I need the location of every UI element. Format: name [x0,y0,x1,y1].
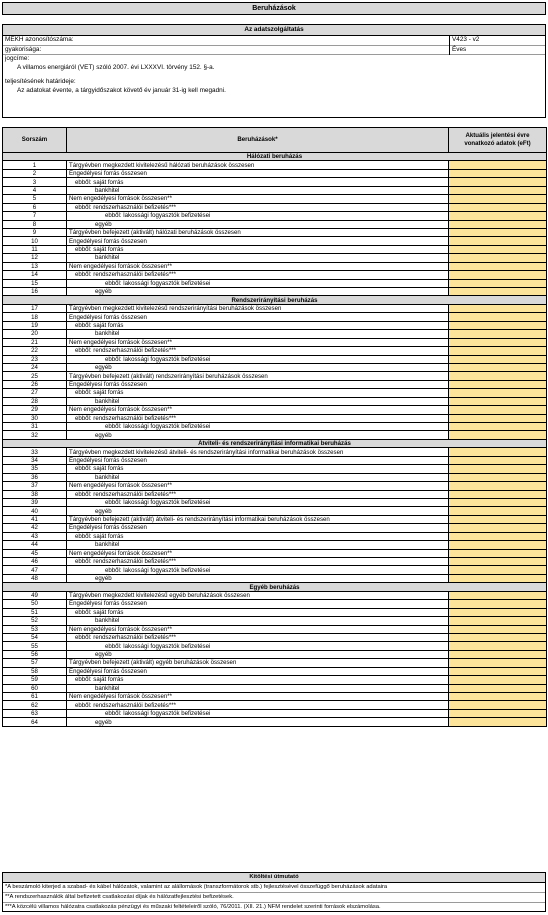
table-row [3,288,547,296]
row-label: Engedélyesi forrás összesen [67,456,449,464]
value-input-cell[interactable] [449,456,547,464]
row-label: egyéb [67,220,449,228]
value-input-cell[interactable] [449,718,547,726]
table-row [3,633,547,641]
row-label: egyéb [67,574,449,582]
row-number: 57 [3,659,67,667]
row-number: 63 [3,709,67,717]
row-label: bankhitel [67,684,449,692]
row-label: bankhitel [67,397,449,405]
value-input-cell[interactable] [449,549,547,557]
value-input-cell[interactable] [449,414,547,422]
row-label: Nem engedélyesi források összesen** [67,693,449,701]
table-row [3,161,547,169]
table-row [3,338,547,346]
table-row [3,203,547,211]
table-row [3,507,547,515]
value-input-cell[interactable] [449,212,547,220]
table-row [3,380,547,388]
value-input-cell[interactable] [449,684,547,692]
table-row [3,279,547,287]
table-row [3,262,547,270]
row-label: Tárgyévben megkezdett kivitelezésű egyéb beruházások összesen [67,591,449,599]
value-input-cell[interactable] [449,642,547,650]
row-number: 61 [3,693,67,701]
table-row [3,482,547,490]
row-number: 15 [3,279,67,287]
value-input-cell[interactable] [449,304,547,312]
table-row [3,650,547,658]
row-number: 19 [3,321,67,329]
row-number: 56 [3,650,67,658]
row-number: 27 [3,389,67,397]
row-number: 46 [3,558,67,566]
value-input-cell[interactable] [449,288,547,296]
table-row [3,659,547,667]
table-row [3,237,547,245]
value-input-cell[interactable] [449,254,547,262]
investments-table [2,127,547,727]
value-input-cell[interactable] [449,524,547,532]
table-row [3,693,547,701]
instructions-box [2,872,546,912]
legal-basis-text: A villamos energiáról (VET) szóló 2007. évi LXXXVI. törvény 152. §-a. [17,63,215,71]
section-title: Egyéb beruházás [3,583,547,591]
row-number: 4 [3,186,67,194]
section-title: Hálózati beruházás [3,153,547,161]
row-number: 54 [3,633,67,641]
value-input-cell[interactable] [449,465,547,473]
row-number: 13 [3,262,67,270]
table-row [3,406,547,414]
row-number: 2 [3,169,67,177]
row-number: 39 [3,498,67,506]
table-row [3,220,547,228]
row-label: Tárgyévben befejezett (aktivált) rendszerirányítási beruházások összesen [67,372,449,380]
row-number: 38 [3,490,67,498]
row-number: 35 [3,465,67,473]
legal-basis-label: jogcíme: [5,55,30,63]
table-row [3,372,547,380]
row-label: ebből: lakossági fogyasztók befizetései [67,498,449,506]
value-input-cell[interactable] [449,650,547,658]
row-number: 8 [3,220,67,228]
row-label: bankhitel [67,254,449,262]
row-number: 28 [3,397,67,405]
row-number: 21 [3,338,67,346]
table-row [3,709,547,717]
row-number: 51 [3,608,67,616]
row-number: 43 [3,532,67,540]
value-input-cell[interactable] [449,482,547,490]
value-input-cell[interactable] [449,490,547,498]
row-label: Nem engedélyesi források összesen** [67,549,449,557]
row-label: Engedélyesi forrás összesen [67,313,449,321]
row-number: 42 [3,524,67,532]
table-row [3,574,547,582]
value-input-cell[interactable] [449,507,547,515]
row-number: 17 [3,304,67,312]
row-number: 24 [3,363,67,371]
row-label: ebből: rendszerhasználói befizetés*** [67,633,449,641]
value-input-cell[interactable] [449,473,547,481]
value-input-cell[interactable] [449,397,547,405]
value-input-cell[interactable] [449,667,547,675]
instructions-header: Kitöltési útmutató [3,873,545,883]
section-title: Rendszerirányítási beruházás [3,296,547,304]
note-line: **A rendszerhasználók által befizetett csatlakozási díjak és hálózatfejlesztési befizetések. [3,893,545,903]
row-label: ebből: saját forrás [67,389,449,397]
table-row [3,355,547,363]
frequency-label: gyakorisága: [5,45,42,53]
value-input-cell[interactable] [449,532,547,540]
row-label: egyéb [67,650,449,658]
table-row [3,524,547,532]
row-label: Tárgyévben megkezdett kivitelezésű átviteli- és rendszerirányítási informatikai beruházások összesen [67,448,449,456]
value-input-cell[interactable] [449,279,547,287]
table-row [3,423,547,431]
value-input-cell[interactable] [449,558,547,566]
value-input-cell[interactable] [449,355,547,363]
note-line: *A beszámoló kiterjed a szabad- és kábel hálózatok, valamint az alállomások (transzformátorok stb.) fejlesztésével összefüggő beruházások adataira [3,883,545,893]
row-label: egyéb [67,507,449,515]
table-row [3,330,547,338]
table-row [3,304,547,312]
value-input-cell[interactable] [449,271,547,279]
col-header-sorszam: Sorszám [3,128,67,153]
table-row [3,676,547,684]
row-label: Engedélyesi forrás összesen [67,600,449,608]
value-input-cell[interactable] [449,220,547,228]
row-label: egyéb [67,288,449,296]
table-row [3,212,547,220]
frequency-row [3,46,545,56]
value-input-cell[interactable] [449,161,547,169]
value-input-cell[interactable] [449,313,547,321]
table-row [3,549,547,557]
section-title: Átviteli- és rendszerirányítási informatikai beruházás [3,439,547,447]
row-number: 64 [3,718,67,726]
value-input-cell[interactable] [449,245,547,253]
value-input-cell[interactable] [449,330,547,338]
value-input-cell[interactable] [449,431,547,439]
row-number: 7 [3,212,67,220]
row-number: 33 [3,448,67,456]
row-number: 48 [3,574,67,582]
row-label: ebből: rendszerhasználói befizetés*** [67,203,449,211]
value-input-cell[interactable] [449,347,547,355]
table-row [3,608,547,616]
value-input-cell[interactable] [449,169,547,177]
row-label: ebből: rendszerhasználói befizetés*** [67,490,449,498]
table-row [3,178,547,186]
row-label: Engedélyesi forrás összesen [67,169,449,177]
value-input-cell[interactable] [449,693,547,701]
row-number: 5 [3,195,67,203]
table-row [3,490,547,498]
table-row [3,195,547,203]
row-number: 55 [3,642,67,650]
row-label: bankhitel [67,617,449,625]
table-row [3,617,547,625]
table-row [3,347,547,355]
value-input-cell[interactable] [449,186,547,194]
value-input-cell[interactable] [449,406,547,414]
row-number: 25 [3,372,67,380]
row-number: 62 [3,701,67,709]
row-label: bankhitel [67,330,449,338]
row-number: 12 [3,254,67,262]
table-row [3,566,547,574]
row-label: ebből: saját forrás [67,532,449,540]
col-header-value: Aktuális jelentési évre vonatkozó adatok (eFt) [449,128,547,153]
row-label: Engedélyesi forrás összesen [67,237,449,245]
mekh-value: V423 - v2 [449,36,548,46]
row-number: 47 [3,566,67,574]
row-label: ebből: lakossági fogyasztók befizetései [67,642,449,650]
row-number: 49 [3,591,67,599]
row-number: 1 [3,161,67,169]
row-label: Nem engedélyesi források összesen** [67,482,449,490]
row-label: ebből: rendszerhasználói befizetés*** [67,701,449,709]
row-label: Engedélyesi forrás összesen [67,524,449,532]
table-header-row [3,128,547,153]
value-input-cell[interactable] [449,203,547,211]
row-label: ebből: saját forrás [67,245,449,253]
table-row [3,625,547,633]
row-label: Nem engedélyesi források összesen** [67,406,449,414]
table-row [3,600,547,608]
table-row [3,465,547,473]
value-input-cell[interactable] [449,389,547,397]
row-label: ebből: saját forrás [67,676,449,684]
section-header-row [3,439,547,447]
value-input-cell[interactable] [449,498,547,506]
row-label: ebből: lakossági fogyasztók befizetései [67,709,449,717]
row-label: ebből: lakossági fogyasztók befizetései [67,355,449,363]
row-number: 45 [3,549,67,557]
row-number: 50 [3,600,67,608]
value-input-cell[interactable] [449,195,547,203]
row-number: 58 [3,667,67,675]
deadline-row [3,78,545,95]
row-number: 59 [3,676,67,684]
row-number: 11 [3,245,67,253]
row-label: Engedélyesi forrás összesen [67,380,449,388]
table-row [3,448,547,456]
value-input-cell[interactable] [449,701,547,709]
row-number: 20 [3,330,67,338]
row-number: 53 [3,625,67,633]
row-label: ebből: saját forrás [67,465,449,473]
table-row [3,591,547,599]
deadline-text: Az adatokat évente, a tárgyidőszakot követő év január 31-ig kell megadni. [17,86,226,94]
frequency-value: Éves [449,46,548,56]
table-row [3,558,547,566]
row-label: ebből: lakossági fogyasztók befizetései [67,279,449,287]
row-number: 36 [3,473,67,481]
row-number: 14 [3,271,67,279]
row-label: ebből: saját forrás [67,321,449,329]
value-input-cell[interactable] [449,566,547,574]
table-row [3,397,547,405]
value-input-cell[interactable] [449,633,547,641]
row-label: Engedélyesi forrás összesen [67,667,449,675]
value-input-cell[interactable] [449,608,547,616]
value-input-cell[interactable] [449,574,547,582]
row-number: 37 [3,482,67,490]
row-label: egyéb [67,431,449,439]
table-row [3,541,547,549]
value-input-cell[interactable] [449,448,547,456]
row-label: Tárgyévben befejezett (aktivált) hálózati beruházások összesen [67,228,449,236]
row-label: egyéb [67,718,449,726]
mekh-row [3,36,545,46]
row-number: 23 [3,355,67,363]
row-label: Nem engedélyesi források összesen** [67,625,449,633]
section-header-row [3,153,547,161]
row-number: 60 [3,684,67,692]
table-row [3,498,547,506]
section-header-row [3,296,547,304]
value-input-cell[interactable] [449,709,547,717]
row-label: ebből: rendszerhasználói befizetés*** [67,558,449,566]
value-input-cell[interactable] [449,515,547,523]
value-input-cell[interactable] [449,591,547,599]
value-input-cell[interactable] [449,659,547,667]
row-label: egyéb [67,363,449,371]
row-number: 22 [3,347,67,355]
value-input-cell[interactable] [449,600,547,608]
row-label: bankhitel [67,473,449,481]
table-row [3,701,547,709]
row-number: 52 [3,617,67,625]
table-row [3,718,547,726]
value-input-cell[interactable] [449,625,547,633]
row-label: ebből: lakossági fogyasztók befizetései [67,423,449,431]
row-label: Nem engedélyesi források összesen** [67,338,449,346]
table-row [3,667,547,675]
row-label: ebből: rendszerhasználói befizetés*** [67,347,449,355]
section-header-row [3,583,547,591]
value-input-cell[interactable] [449,423,547,431]
legal-basis-row [3,55,545,72]
row-number: 3 [3,178,67,186]
value-input-cell[interactable] [449,338,547,346]
value-input-cell[interactable] [449,363,547,371]
deadline-label: teljesítésének határideje: [5,78,76,86]
row-label: ebből: rendszerhasználói befizetés*** [67,414,449,422]
row-label: Tárgyévben megkezdett kivitelezésű hálózati beruházások összesen [67,161,449,169]
value-input-cell[interactable] [449,676,547,684]
value-input-cell[interactable] [449,237,547,245]
table-row [3,456,547,464]
table-row [3,271,547,279]
row-label: ebből: saját forrás [67,178,449,186]
row-number: 18 [3,313,67,321]
table-row [3,363,547,371]
table-row [3,473,547,481]
row-number: 16 [3,288,67,296]
page-title: Beruházások [2,2,546,15]
row-number: 6 [3,203,67,211]
row-label: Nem engedélyesi források összesen** [67,262,449,270]
row-label: ebből: rendszerhasználói befizetés*** [67,271,449,279]
row-number: 26 [3,380,67,388]
row-number: 29 [3,406,67,414]
row-number: 34 [3,456,67,464]
value-input-cell[interactable] [449,262,547,270]
table-row [3,169,547,177]
row-label: ebből: lakossági fogyasztók befizetései [67,566,449,574]
table-row [3,515,547,523]
row-label: bankhitel [67,186,449,194]
row-label: Tárgyévben befejezett (aktivált) egyéb beruházások összesen [67,659,449,667]
mekh-label: MEKH azonosítószáma: [5,36,74,43]
table-row [3,321,547,329]
value-input-cell[interactable] [449,372,547,380]
table-row [3,254,547,262]
row-label: ebből: lakossági fogyasztók befizetései [67,212,449,220]
row-label: ebből: saját forrás [67,608,449,616]
row-label: Tárgyévben megkezdett kivitelezésű rendszerirányítási beruházások összesen [67,304,449,312]
table-row [3,313,547,321]
row-label: bankhitel [67,541,449,549]
table-row [3,414,547,422]
value-input-cell[interactable] [449,228,547,236]
row-number: 30 [3,414,67,422]
table-row [3,228,547,236]
info-header: Az adatszolgáltatás [3,25,545,36]
value-input-cell[interactable] [449,321,547,329]
value-input-cell[interactable] [449,178,547,186]
value-input-cell[interactable] [449,541,547,549]
table-row [3,642,547,650]
value-input-cell[interactable] [449,617,547,625]
row-number: 10 [3,237,67,245]
table-row [3,186,547,194]
row-number: 32 [3,431,67,439]
table-row [3,532,547,540]
value-input-cell[interactable] [449,380,547,388]
row-number: 31 [3,423,67,431]
table-row [3,245,547,253]
table-row [3,431,547,439]
table-row [3,389,547,397]
row-label: Tárgyévben befejezett (aktivált) átviteli- és rendszerirányítási informatikai beruházások összesen [67,515,449,523]
table-row [3,684,547,692]
info-box [2,24,546,118]
row-number: 41 [3,515,67,523]
row-label: Nem engedélyesi források összesen** [67,195,449,203]
row-number: 44 [3,541,67,549]
row-number: 9 [3,228,67,236]
note-line: ***A közcélú villamos hálózatra csatlakozás pénzügyi és műszaki feltételeiről szóló, 76/2011. (XII. 21.) NFM rendelet szerinti források elszámolása. [5,903,381,910]
col-header-beruhazasok: Beruházások* [67,128,449,153]
row-number: 40 [3,507,67,515]
